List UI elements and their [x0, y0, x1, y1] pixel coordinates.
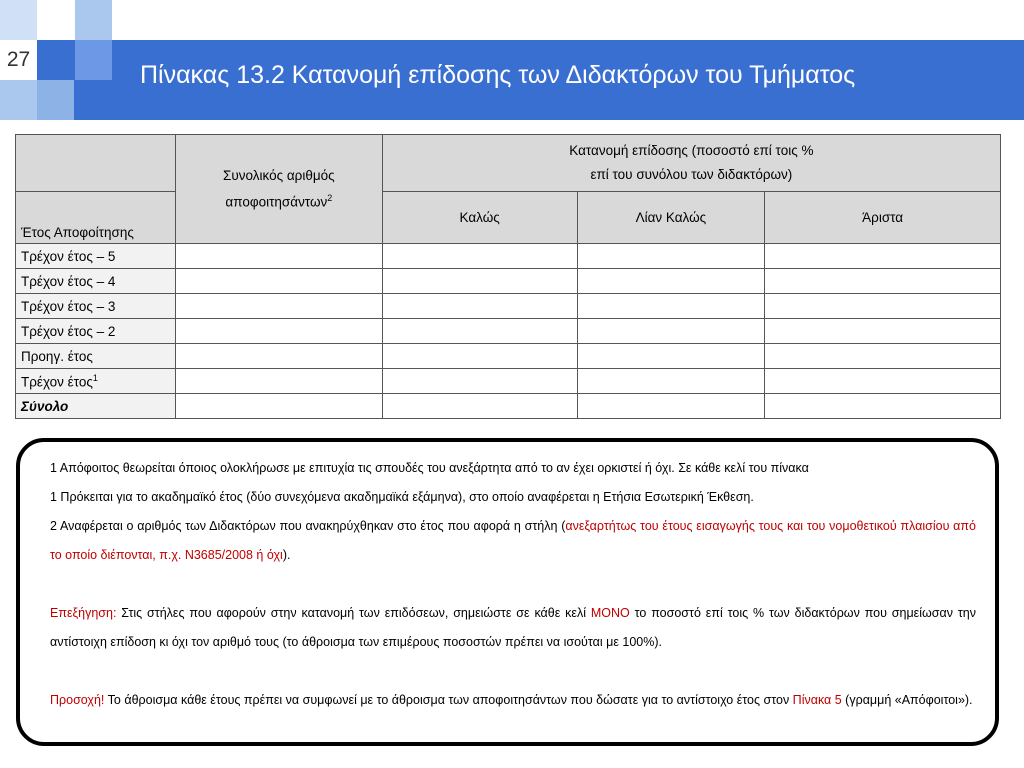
row-label-text: Τρέχον έτος: [21, 374, 93, 390]
excellent-cell[interactable]: [765, 369, 1001, 394]
total-cell[interactable]: [175, 269, 382, 294]
attention: [50, 686, 976, 715]
explanation: [50, 599, 976, 657]
spacer: [50, 657, 976, 686]
very-good-cell[interactable]: [577, 369, 765, 394]
decor-square: [37, 80, 74, 120]
decor-square: [75, 0, 112, 40]
row-label-text: Τρέχον έτος – 3: [21, 298, 116, 314]
footnote-2-highlight: ανεξαρτήτως του έτους εισαγωγής τους και του νομοθετικού πλαισίου από το οποίο διέπονται, π.χ. Ν3685/2008 ή όχι: [50, 519, 976, 562]
row-label: [16, 344, 176, 369]
header-very-good: Λίαν Καλώς: [577, 192, 765, 244]
attention-label: Προσοχή!: [50, 693, 105, 707]
row-label: [16, 269, 176, 294]
row-label: [16, 369, 176, 394]
row-label-text: Τρέχον έτος – 2: [21, 323, 116, 339]
attention-text-end: (γραμμή «Απόφοιτοι»).: [841, 693, 973, 707]
spacer: [50, 570, 976, 599]
row-label-total: [16, 394, 176, 419]
header-empty-cell: [16, 135, 176, 192]
very-good-cell[interactable]: [577, 394, 765, 419]
header-distribution: [382, 135, 1000, 192]
very-good-cell[interactable]: [577, 269, 765, 294]
table-row: [16, 244, 1001, 269]
footnote-1b: 1 Πρόκειται για το ακαδημαϊκό έτος (δύο συνεχόμενα ακαδημαϊκά εξάμηνα), στο οποίο αναφέρεται η Ετήσια Εσωτερική Έκθεση.: [50, 490, 754, 504]
excellent-cell[interactable]: [765, 344, 1001, 369]
performance-table: [15, 134, 1001, 419]
table-row: [16, 269, 1001, 294]
table-row: [16, 319, 1001, 344]
page-title: Πίνακας 13.2 Κατανομή επίδοσης των Διδακτόρων του Τμήματος: [140, 61, 856, 89]
attention-table-ref: Πίνακα 5: [792, 693, 842, 707]
footnote-2: [50, 512, 976, 570]
very-good-cell[interactable]: [577, 319, 765, 344]
header-total-graduates: [175, 135, 382, 244]
excellent-cell[interactable]: [765, 294, 1001, 319]
explanation-text: Στις στήλες που αφορούν στην κατανομή των επιδόσεων, σημειώστε σε κάθε κελί: [116, 606, 591, 620]
good-cell[interactable]: [382, 269, 577, 294]
good-cell[interactable]: [382, 319, 577, 344]
table-row: [16, 369, 1001, 394]
explanation-label: Επεξήγηση:: [50, 606, 117, 620]
total-cell[interactable]: [175, 294, 382, 319]
good-cell[interactable]: [382, 394, 577, 419]
table-row: [16, 294, 1001, 319]
good-cell[interactable]: [382, 294, 577, 319]
total-cell[interactable]: [175, 319, 382, 344]
notes-text: [50, 454, 976, 715]
row-label-text: Σύνολο: [21, 398, 69, 414]
very-good-cell[interactable]: [577, 344, 765, 369]
row-label-text: Προηγ. έτος: [21, 348, 93, 364]
footnote-2-text: 2 Αναφέρεται ο αριθμός των Διδακτόρων που ανακηρύχθηκαν στο έτος που αφορά η στήλη (: [50, 519, 566, 533]
row-label: [16, 319, 176, 344]
header-year: Έτος Αποφοίτησης: [16, 192, 176, 244]
header-total-line2: αποφοιτησάντων: [225, 194, 328, 210]
footnote-marker: 2: [327, 192, 333, 203]
table-row: [16, 344, 1001, 369]
decor-square: [0, 80, 37, 120]
header-good: Καλώς: [382, 192, 577, 244]
table-row-total: [16, 394, 1001, 419]
footnote-marker: 1: [92, 372, 98, 383]
footnote-1a: 1 Απόφοιτος θεωρείται όποιος ολοκλήρωσε με επιτυχία τις σπουδές του ανεξάρτητα από το αν έχει ορκιστεί ή όχι. Σε κάθε κελί του πίνακα: [50, 461, 809, 475]
notes-box: [16, 438, 999, 746]
total-cell[interactable]: [175, 394, 382, 419]
good-cell[interactable]: [382, 344, 577, 369]
decor-square: [75, 40, 112, 80]
row-label-text: Τρέχον έτος – 4: [21, 273, 116, 289]
total-cell[interactable]: [175, 344, 382, 369]
total-cell[interactable]: [175, 244, 382, 269]
very-good-cell[interactable]: [577, 294, 765, 319]
header-distribution-line1: Κατανομή επίδοσης (ποσοστό επί τοις %: [569, 143, 814, 158]
header-distribution-line2: επί του συνόλου των διδακτόρων): [590, 167, 793, 182]
excellent-cell[interactable]: [765, 269, 1001, 294]
excellent-cell[interactable]: [765, 319, 1001, 344]
explanation-emphasis: ΜΟΝΟ: [590, 606, 630, 620]
excellent-cell[interactable]: [765, 244, 1001, 269]
attention-text: Το άθροισμα κάθε έτους πρέπει να συμφωνεί με το άθροισμα των αποφοιτησάντων που δώσατε για το αντίστοιχο έτος στον: [104, 693, 793, 707]
row-label: [16, 294, 176, 319]
excellent-cell[interactable]: [765, 394, 1001, 419]
explanation-text-end: το ποσοστό επί τοις % των διδακτόρων που σημείωσαν την αντίστοιχη επίδοση κι όχι τον αριθμό τους (το άθροισμα των επιμέρους ποσοστών πρέπει να ισούται με 100%).: [50, 606, 976, 649]
total-cell[interactable]: [175, 369, 382, 394]
very-good-cell[interactable]: [577, 244, 765, 269]
good-cell[interactable]: [382, 244, 577, 269]
row-label-text: Τρέχον έτος – 5: [21, 248, 116, 264]
decor-square: [0, 0, 37, 40]
good-cell[interactable]: [382, 369, 577, 394]
footnote-2-end: ).: [282, 548, 291, 562]
row-label: [16, 244, 176, 269]
header-excellent: Άριστα: [765, 192, 1001, 244]
slide-number: 27: [0, 40, 37, 80]
header-total-line1: Συνολικός αριθμός: [223, 167, 335, 183]
